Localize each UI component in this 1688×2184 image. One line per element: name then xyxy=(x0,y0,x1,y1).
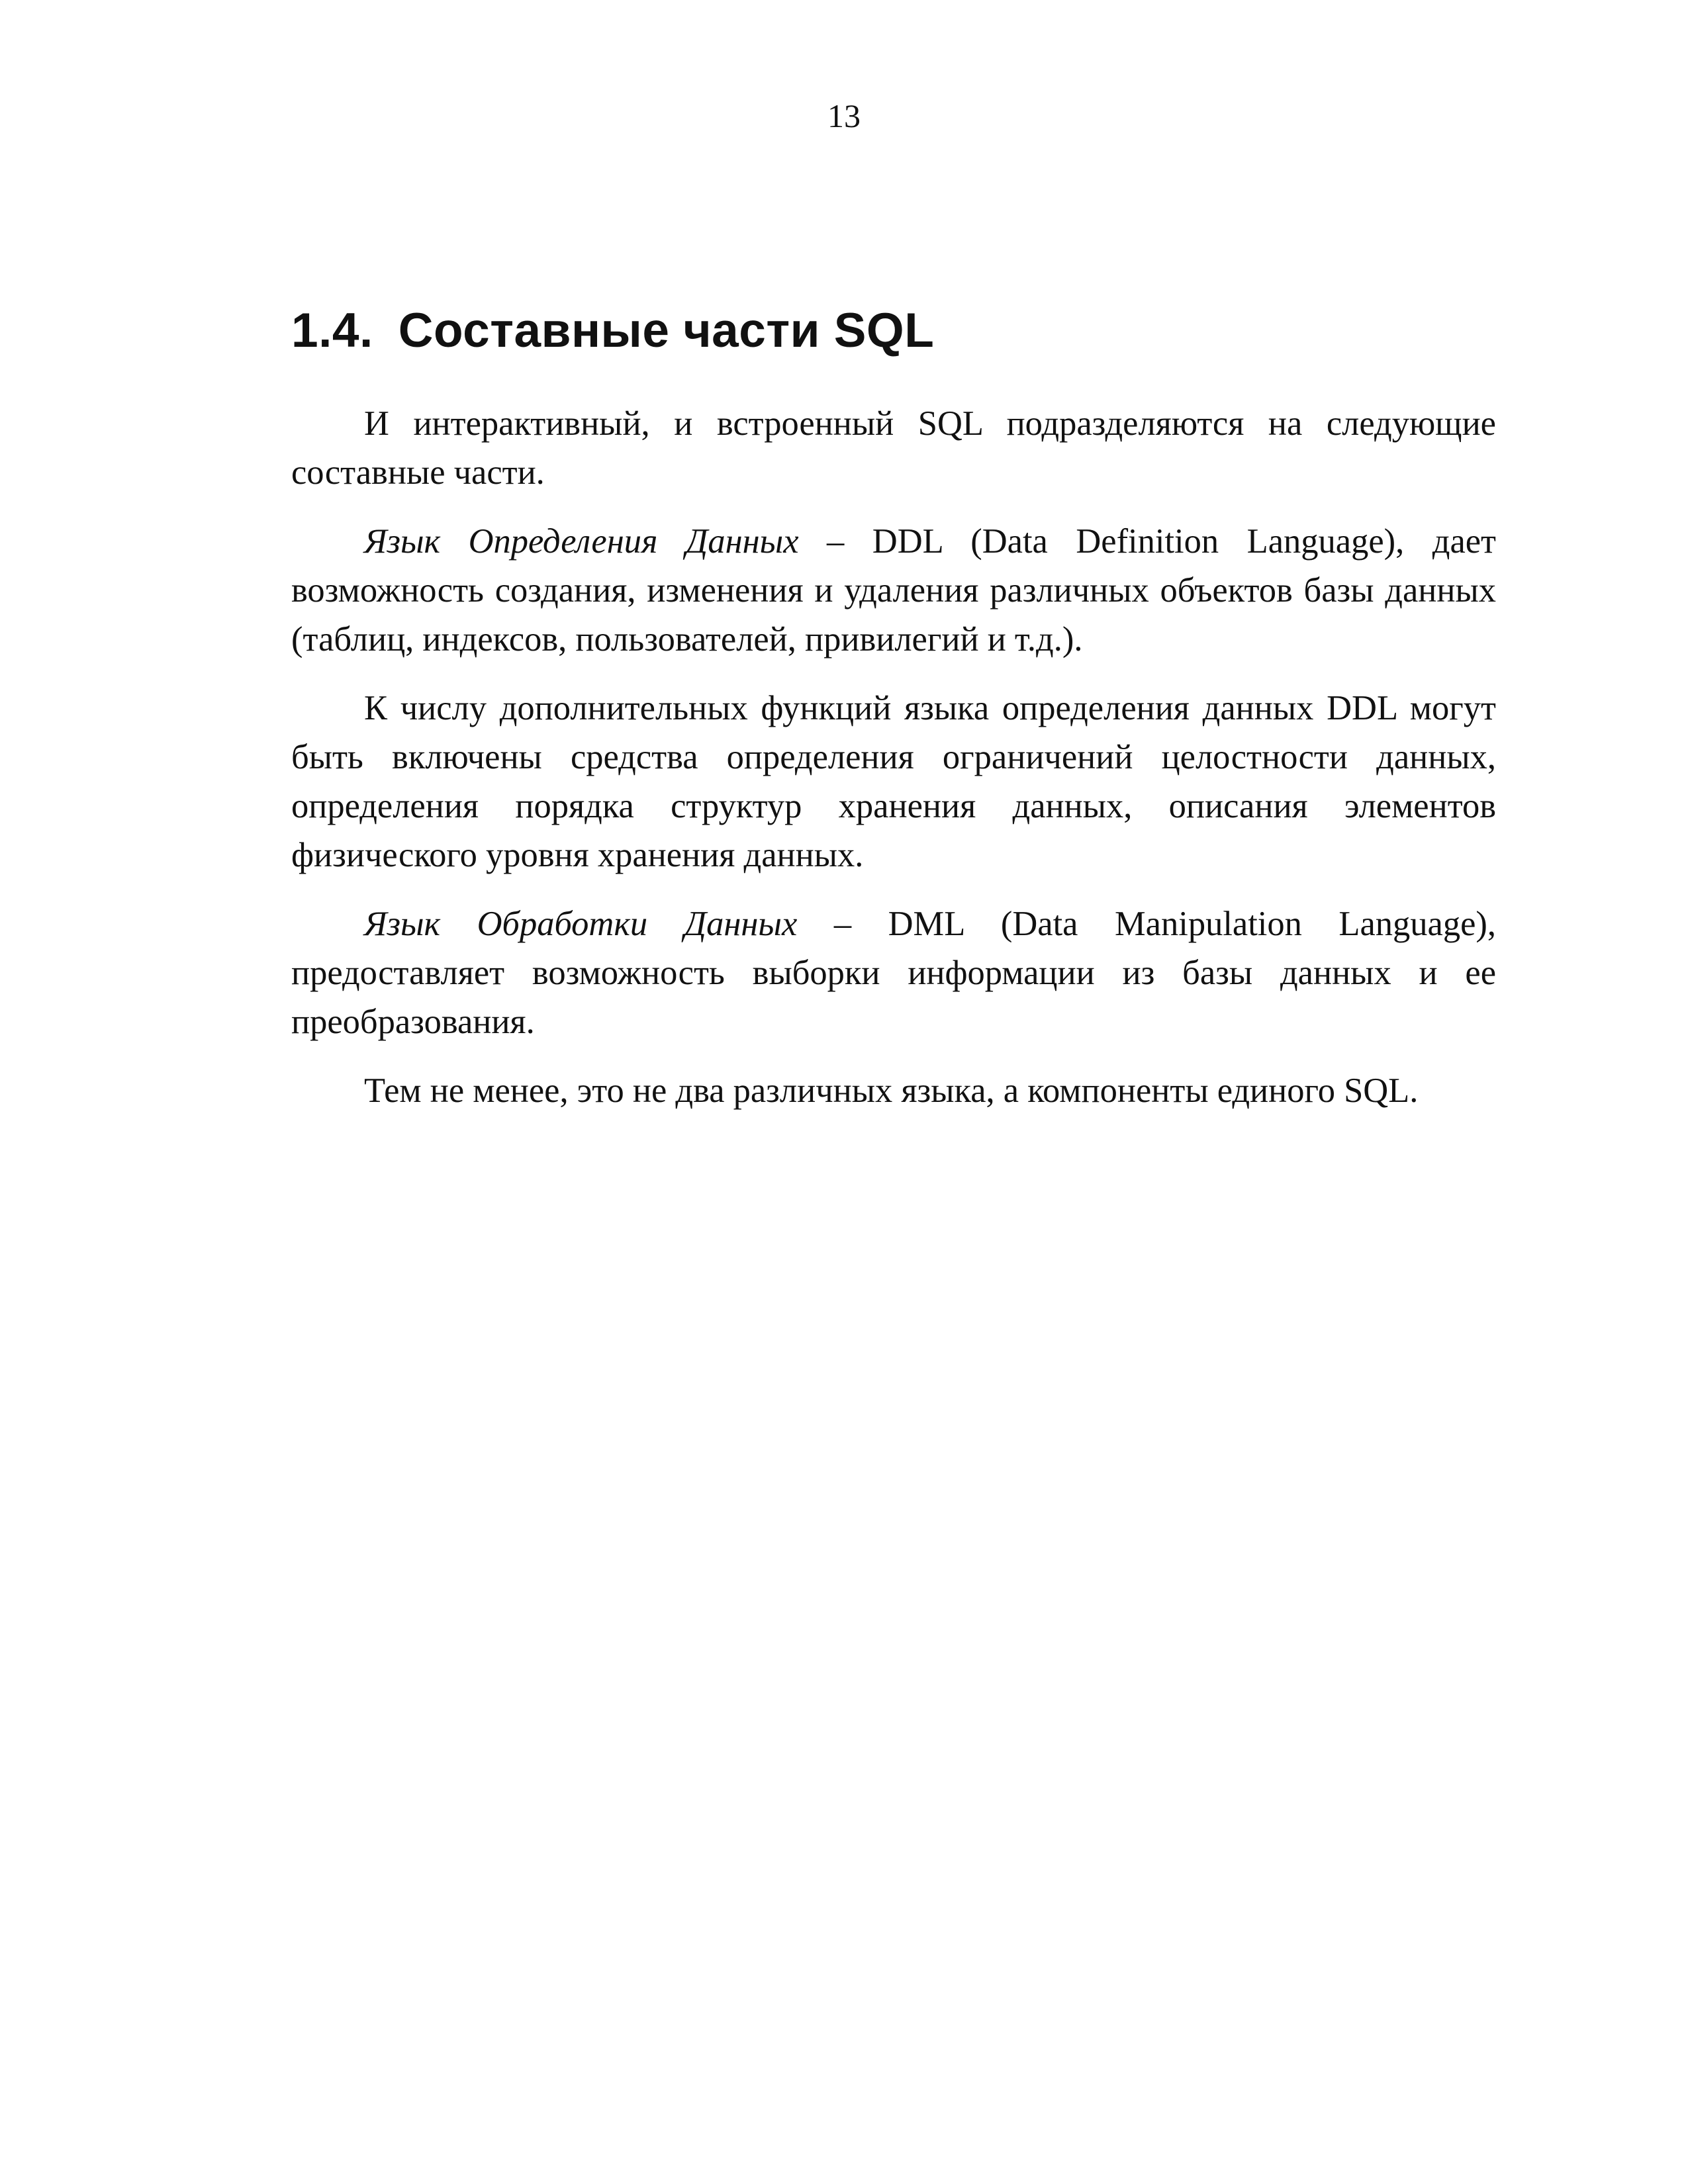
paragraph-conclusion-text: Тем не менее, это не два различных языка, а компоненты единого SQL. xyxy=(364,1071,1419,1110)
paragraph-dml xyxy=(291,899,1496,1046)
dml-term: Язык Обработки Данных xyxy=(364,905,798,943)
section-number: 1.4. xyxy=(291,304,373,357)
section-heading xyxy=(291,301,934,361)
dml-definition: – DML (Data Manipulation Language), предоставляет возможность выборки информации из базы данных и ее преобразования. xyxy=(291,905,1496,1041)
ddl-term: Язык Определения Данных xyxy=(364,522,799,561)
paragraph-conclusion xyxy=(291,1066,1496,1115)
paragraph-ddl-extras-text: К числу дополнительных функций языка определения данных DDL могут быть включены средства определения ограничений целостности данных, определения порядка структур хранения данных, описания элементов физического уровня хранения данных. xyxy=(291,689,1496,874)
paragraph-intro xyxy=(291,399,1496,497)
ddl-definition: – DDL (Data Definition Language), дает возможность создания, изменения и удаления различных объектов базы данных (таблиц, индексов, пользователей, привилегий и т.д.). xyxy=(291,522,1496,659)
section-title: Составные части SQL xyxy=(398,304,935,357)
page-number: 13 xyxy=(827,97,861,134)
paragraph-ddl-extras xyxy=(291,684,1496,880)
paragraph-intro-text: И интерактивный, и встроенный SQL подразделяются на следующие составные части. xyxy=(291,404,1496,492)
paragraph-ddl xyxy=(291,517,1496,664)
body-text xyxy=(291,399,1496,1135)
